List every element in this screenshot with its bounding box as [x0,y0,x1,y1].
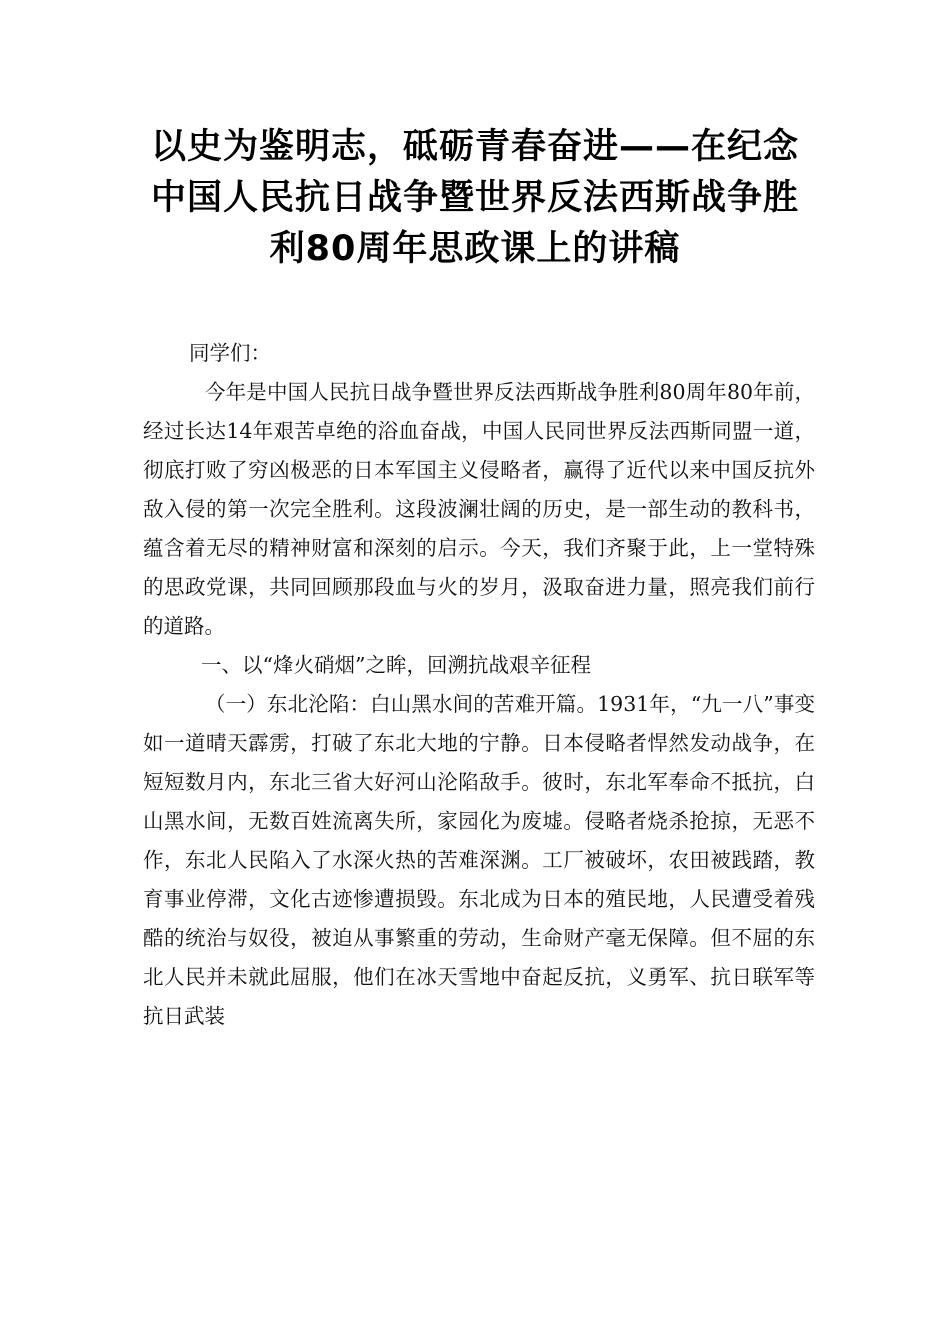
salutation: 同学们： [189,341,271,365]
document-body [143,334,815,1036]
title-line-2: 中国人民抗日战争暨世界反法西斯战争胜 [150,178,799,218]
title-line-3: 利80周年思政课上的讲稿 [269,229,681,269]
subsection-paragraph: （一）东北沦陷：白山黑水间的苦难开篇。1931年，“九一八”事变如一道晴天霹雳，打破了东北大地的宁静。日本侵略者悍然发动战争，在短短数月内，东北三省大好河山沦陷敌手。彼时，东北军奉命不抵抗，白山黑水间，无数百姓流离失所，家园化为废墟。侵略者烧杀抢掠，无恶不作，东北人民陷入了水深火热的苦难深渊。工厂被破坏，农田被践踏，教育事业停滞，文化古迹惨遭损毁。东北成为日本的殖民地，人民遭受着残酷的统治与奴役，被迫从事繁重的劳动，生命财产毫无保障。但不屈的东北人民并未就此屈服，他们在冰天雪地中奋起反抗，义勇军、抗日联军等抗日武装 [143,692,815,1028]
title-line-1: 以史为鉴明志，砥砺青春奋进——在纪念 [150,127,799,167]
intro-paragraph: 今年是中国人民抗日战争暨世界反法西斯战争胜利80周年80年前，经过长达14年艰苦卓绝的浴血奋战，中国人民同世界反法西斯同盟一道，彻底打败了穷凶极恶的日本军国主义侵略者，赢得了近代以来中国反抗外敌入侵的第一次完全胜利。这段波澜壮阔的历史，是一部生动的教科书，蕴含着无尽的精神财富和深刻的启示。今天，我们齐聚于此，上一堂特殊的思政党课，共同回顾那段血与火的岁月，汲取奋进力量，照亮我们前行的道路。 [143,380,815,638]
document-title [120,122,830,275]
section-heading: 一、以“烽火硝烟”之眸，回溯抗战艰辛征程 [201,653,591,677]
